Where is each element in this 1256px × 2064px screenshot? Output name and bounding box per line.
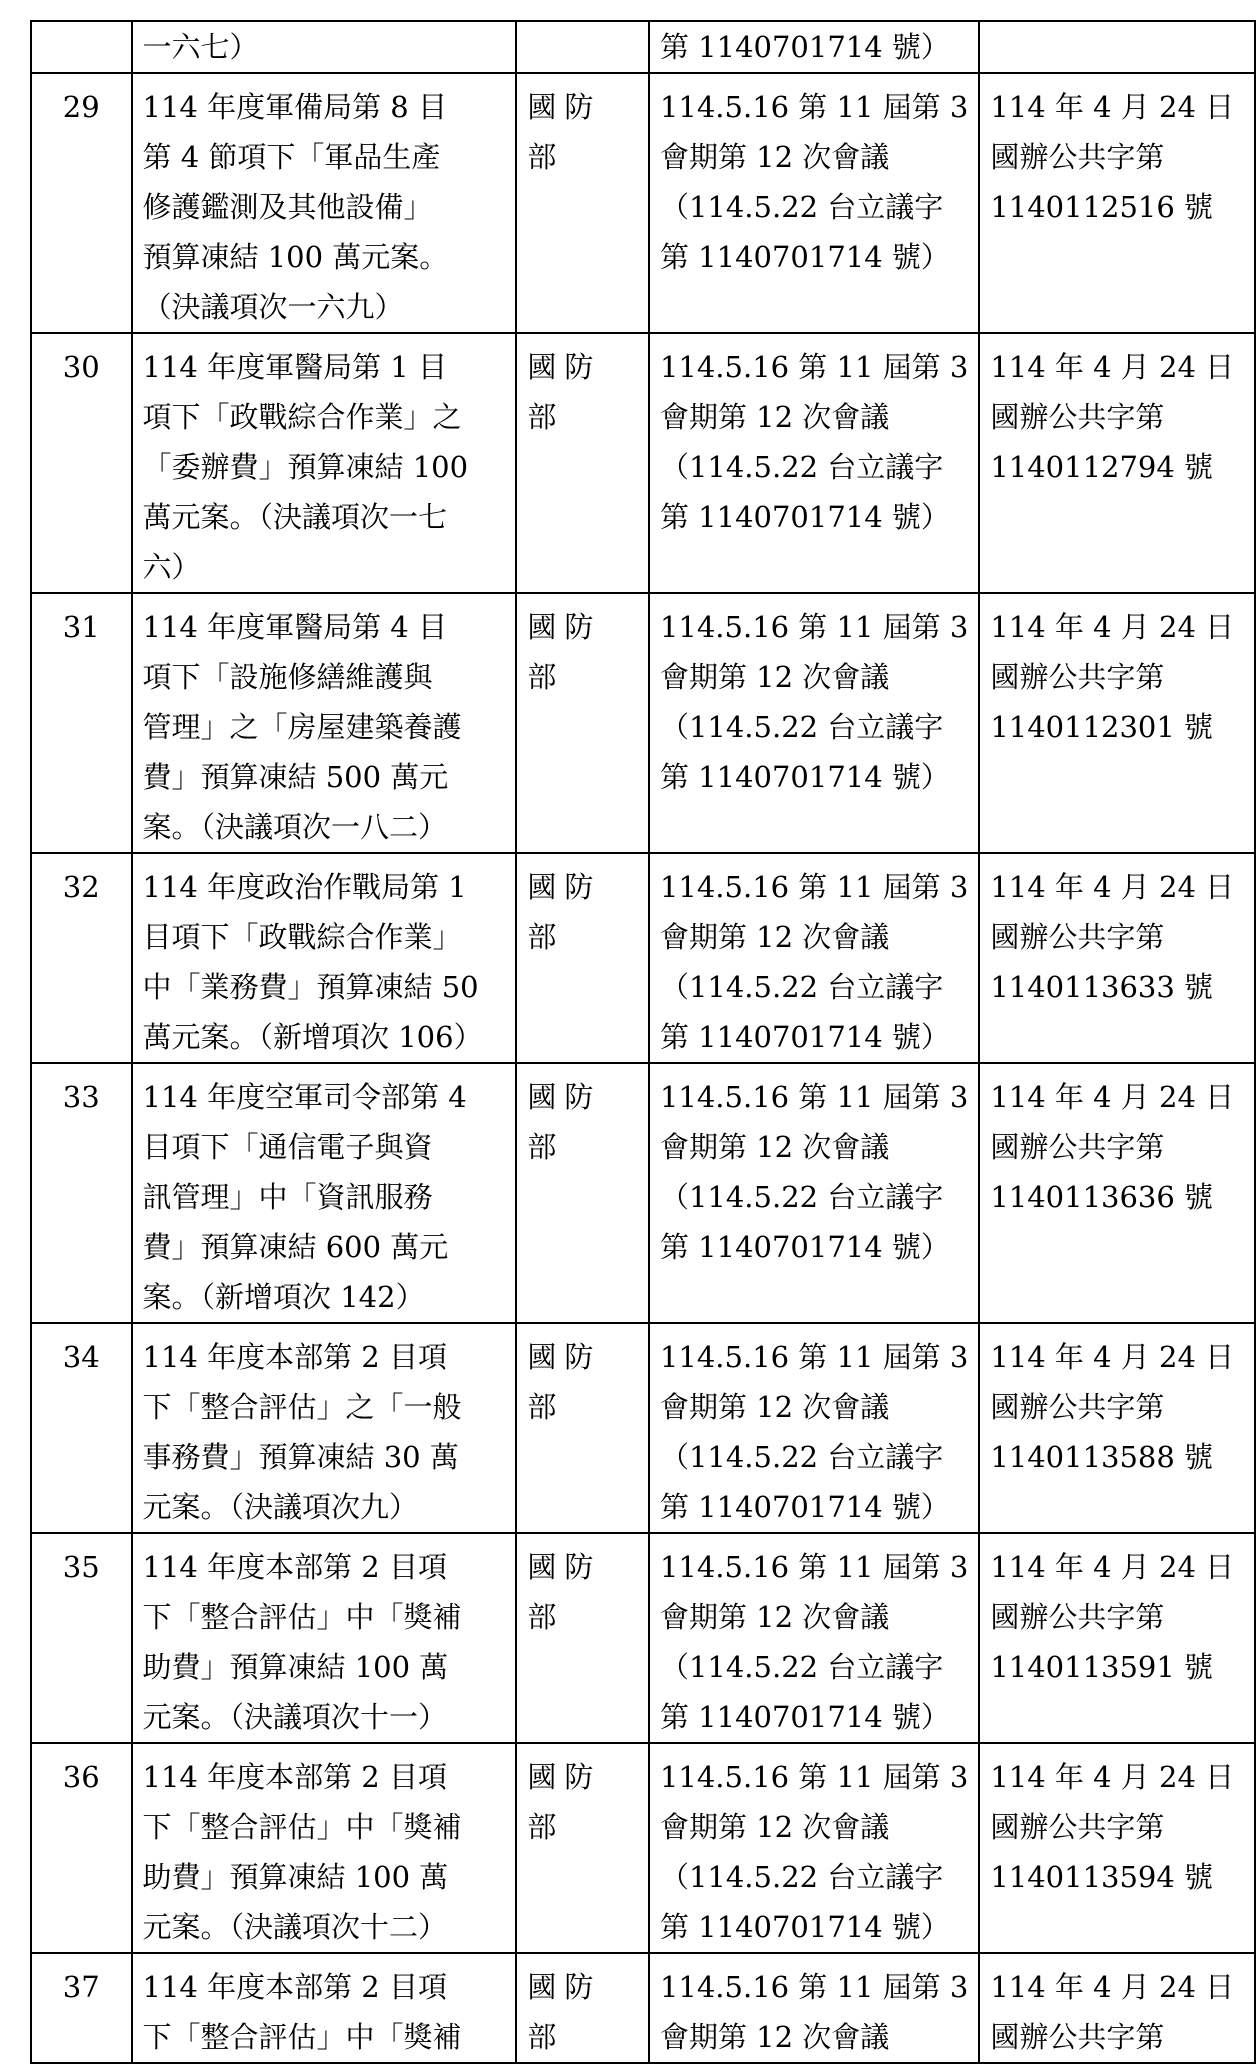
doc-line: 1140113588 號 <box>990 1440 1214 1474</box>
desc-line: 第 4 節項下「軍品生產 <box>142 140 441 174</box>
doc-line: 國辦公共字第 <box>990 1390 1165 1424</box>
meeting-line: 會期第 12 次會議 <box>659 1390 890 1424</box>
table-row <box>31 73 1255 333</box>
meeting-line: 114.5.16 第 11 屆第 3 <box>659 1760 969 1794</box>
meeting-line: 第 1140701714 號） <box>659 760 950 794</box>
doc-line: 國辦公共字第 <box>990 660 1165 694</box>
doc-line: 114 年 4 月 24 日 <box>990 1550 1235 1584</box>
doc-line: 國辦公共字第 <box>990 140 1165 174</box>
desc-line: 114 年度軍醫局第 1 目 <box>142 350 447 384</box>
meeting-line: （114.5.22 台立議字 <box>659 970 944 1004</box>
meeting-line: 第 1140701714 號） <box>659 1700 950 1734</box>
table-row <box>31 1953 1255 2063</box>
cell-doc <box>979 1323 1255 1533</box>
cell-doc <box>979 1533 1255 1743</box>
desc-line: 114 年度軍備局第 8 目 <box>142 90 447 124</box>
org-name: 國防部 <box>527 1760 602 1844</box>
meeting-line: 會期第 12 次會議 <box>659 1810 890 1844</box>
cell-meeting <box>649 1533 979 1743</box>
cell-desc <box>132 593 517 853</box>
desc-line: 修護鑑測及其他設備」 <box>142 190 433 224</box>
doc-line: 1140112516 號 <box>990 190 1214 224</box>
meeting-line: 會期第 12 次會議 <box>659 2020 890 2054</box>
desc-line: 114 年度本部第 2 目項 <box>142 1970 447 2004</box>
doc-line: 國辦公共字第 <box>990 1600 1165 1634</box>
cell-org <box>516 1743 649 1953</box>
meeting-line: 第 1140701714 號） <box>659 1910 950 1944</box>
doc-line: 114 年 4 月 24 日 <box>990 350 1235 384</box>
cell-doc <box>979 73 1255 333</box>
meeting-line: 會期第 12 次會議 <box>659 920 890 954</box>
desc-line: 助費」預算凍結 100 萬 <box>142 1650 449 1684</box>
cell-desc <box>132 73 517 333</box>
cell-org <box>516 21 649 73</box>
meeting-line: 114.5.16 第 11 屆第 3 <box>659 610 969 644</box>
meeting-line: 114.5.16 第 11 屆第 3 <box>659 1970 969 2004</box>
meeting-line: （114.5.22 台立議字 <box>659 1440 944 1474</box>
row-number: 33 <box>62 1080 100 1114</box>
meeting-line: （114.5.22 台立議字 <box>659 1860 944 1894</box>
cell-no <box>31 21 132 73</box>
doc-line: 國辦公共字第 <box>990 2020 1165 2054</box>
row-number: 36 <box>62 1760 100 1794</box>
meeting-line: 會期第 12 次會議 <box>659 400 890 434</box>
desc-line: 六） <box>142 550 201 584</box>
desc-line: 中「業務費」預算凍結 50 <box>142 970 479 1004</box>
doc-line: 114 年 4 月 24 日 <box>990 1340 1235 1374</box>
cell-meeting <box>649 853 979 1063</box>
desc-line: 目項下「政戰綜合作業」 <box>142 920 462 954</box>
doc-line: 1140112794 號 <box>990 450 1214 484</box>
desc-line: 萬元案。（新增項次 106） <box>142 1020 483 1054</box>
doc-line: 國辦公共字第 <box>990 1130 1165 1164</box>
cell-org <box>516 1533 649 1743</box>
org-name: 國防部 <box>527 1080 602 1164</box>
desc-line: 一六七） <box>142 30 259 64</box>
table-row-continued <box>31 21 1255 73</box>
cell-doc <box>979 1063 1255 1323</box>
desc-line: 項下「設施修繕維護與 <box>142 660 433 694</box>
row-number: 29 <box>62 90 100 124</box>
cell-doc <box>979 1743 1255 1953</box>
cell-no <box>31 1063 132 1323</box>
doc-line: 國辦公共字第 <box>990 1810 1165 1844</box>
doc-line: 1140113633 號 <box>990 970 1214 1004</box>
desc-line: 助費」預算凍結 100 萬 <box>142 1860 449 1894</box>
cell-no <box>31 853 132 1063</box>
cell-no <box>31 593 132 853</box>
desc-line: 費」預算凍結 500 萬元 <box>142 760 449 794</box>
desc-line: 114 年度政治作戰局第 1 <box>142 870 467 904</box>
cell-no <box>31 1953 132 2063</box>
meeting-line: 第 1140701714 號） <box>659 30 950 64</box>
desc-line: 114 年度本部第 2 目項 <box>142 1760 447 1794</box>
desc-line: 下「整合評估」中「獎補 <box>142 1600 462 1634</box>
meeting-line: 第 1140701714 號） <box>659 500 950 534</box>
desc-line: 目項下「通信電子與資 <box>142 1130 433 1164</box>
doc-line: 1140113594 號 <box>990 1860 1214 1894</box>
doc-line: 114 年 4 月 24 日 <box>990 1080 1235 1114</box>
doc-line: 114 年 4 月 24 日 <box>990 610 1235 644</box>
row-number: 34 <box>62 1340 100 1374</box>
desc-line: 預算凍結 100 萬元案。 <box>142 240 449 274</box>
table-row <box>31 333 1255 593</box>
meeting-line: （114.5.22 台立議字 <box>659 190 944 224</box>
doc-line: 1140113636 號 <box>990 1180 1214 1214</box>
doc-line: 國辦公共字第 <box>990 400 1165 434</box>
cell-no <box>31 1533 132 1743</box>
cell-desc <box>132 1323 517 1533</box>
desc-line: 下「整合評估」中「獎補 <box>142 1810 462 1844</box>
cell-meeting <box>649 1323 979 1533</box>
meeting-line: 會期第 12 次會議 <box>659 1600 890 1634</box>
cell-meeting <box>649 333 979 593</box>
cell-org <box>516 333 649 593</box>
meeting-line: 114.5.16 第 11 屆第 3 <box>659 90 969 124</box>
meeting-line: 114.5.16 第 11 屆第 3 <box>659 870 969 904</box>
table-body <box>31 21 1255 2063</box>
desc-line: 管理」之「房屋建築養護 <box>142 710 462 744</box>
desc-line: 案。（決議項次一八二） <box>142 810 448 844</box>
cell-desc <box>132 333 517 593</box>
org-name: 國防部 <box>527 1340 602 1424</box>
desc-line: 下「整合評估」中「獎補 <box>142 2020 462 2054</box>
desc-line: 「委辦費」預算凍結 100 <box>142 450 469 484</box>
doc-line: 114 年 4 月 24 日 <box>990 90 1235 124</box>
table-row <box>31 593 1255 853</box>
org-name: 國防部 <box>527 350 602 434</box>
org-name: 國防部 <box>527 1970 602 2054</box>
table-row <box>31 853 1255 1063</box>
org-name: 國防部 <box>527 1550 602 1634</box>
cell-doc <box>979 21 1255 73</box>
row-number: 37 <box>62 1970 100 2004</box>
cell-desc <box>132 1953 517 2063</box>
meeting-line: 第 1140701714 號） <box>659 1020 950 1054</box>
doc-line: 國辦公共字第 <box>990 920 1165 954</box>
desc-line: 事務費」預算凍結 30 萬 <box>142 1440 459 1474</box>
desc-line: 114 年度本部第 2 目項 <box>142 1340 447 1374</box>
meeting-line: （114.5.22 台立議字 <box>659 450 944 484</box>
meeting-line: 114.5.16 第 11 屆第 3 <box>659 1550 969 1584</box>
cell-meeting <box>649 1953 979 2063</box>
cell-no <box>31 73 132 333</box>
meeting-line: 第 1140701714 號） <box>659 240 950 274</box>
meeting-line: 114.5.16 第 11 屆第 3 <box>659 1340 969 1374</box>
table-row <box>31 1743 1255 1953</box>
row-number: 32 <box>62 870 100 904</box>
desc-line: 訊管理」中「資訊服務 <box>142 1180 433 1214</box>
desc-line: 下「整合評估」之「一般 <box>142 1390 462 1424</box>
org-name: 國防部 <box>527 610 602 694</box>
desc-line: （決議項次一六九） <box>142 290 404 324</box>
row-number: 30 <box>62 350 100 384</box>
desc-line: 項下「政戰綜合作業」之 <box>142 400 462 434</box>
desc-line: 114 年度本部第 2 目項 <box>142 1550 447 1584</box>
cell-no <box>31 1323 132 1533</box>
table-row <box>31 1533 1255 1743</box>
cell-desc <box>132 21 517 73</box>
cell-org <box>516 1323 649 1533</box>
doc-line: 114 年 4 月 24 日 <box>990 870 1235 904</box>
cell-doc <box>979 333 1255 593</box>
cell-org <box>516 593 649 853</box>
table-row <box>31 1323 1255 1533</box>
cell-meeting <box>649 73 979 333</box>
desc-line: 元案。（決議項次九） <box>142 1490 419 1524</box>
cell-meeting <box>649 1743 979 1953</box>
desc-line: 案。（新增項次 142） <box>142 1280 425 1314</box>
meeting-line: （114.5.22 台立議字 <box>659 710 944 744</box>
table-row <box>31 1063 1255 1323</box>
doc-line: 1140112301 號 <box>990 710 1214 744</box>
cell-no <box>31 1743 132 1953</box>
org-name: 國防部 <box>527 90 602 174</box>
cell-desc <box>132 1533 517 1743</box>
meeting-line: 114.5.16 第 11 屆第 3 <box>659 350 969 384</box>
meeting-line: （114.5.22 台立議字 <box>659 1180 944 1214</box>
cell-org <box>516 853 649 1063</box>
cell-org <box>516 1063 649 1323</box>
meeting-line: 第 1140701714 號） <box>659 1490 950 1524</box>
row-number: 35 <box>62 1550 100 1584</box>
doc-line: 1140113591 號 <box>990 1650 1214 1684</box>
meeting-line: 114.5.16 第 11 屆第 3 <box>659 1080 969 1114</box>
row-number: 31 <box>62 610 100 644</box>
desc-line: 元案。（決議項次十一） <box>142 1700 448 1734</box>
doc-line: 114 年 4 月 24 日 <box>990 1760 1235 1794</box>
cell-doc <box>979 853 1255 1063</box>
cell-org <box>516 1953 649 2063</box>
desc-line: 費」預算凍結 600 萬元 <box>142 1230 449 1264</box>
cell-desc <box>132 853 517 1063</box>
cell-meeting <box>649 1063 979 1323</box>
cell-meeting <box>649 21 979 73</box>
meeting-line: 會期第 12 次會議 <box>659 140 890 174</box>
desc-line: 114 年度空軍司令部第 4 <box>142 1080 467 1114</box>
cell-doc <box>979 1953 1255 2063</box>
cell-doc <box>979 593 1255 853</box>
cell-org <box>516 73 649 333</box>
cell-desc <box>132 1743 517 1953</box>
meeting-line: 第 1140701714 號） <box>659 1230 950 1264</box>
cell-meeting <box>649 593 979 853</box>
desc-line: 114 年度軍醫局第 4 目 <box>142 610 447 644</box>
meeting-line: 會期第 12 次會議 <box>659 660 890 694</box>
desc-line: 元案。（決議項次十二） <box>142 1910 448 1944</box>
cell-no <box>31 333 132 593</box>
meeting-line: 會期第 12 次會議 <box>659 1130 890 1164</box>
cell-desc <box>132 1063 517 1323</box>
frozen-budget-table <box>30 20 1256 2064</box>
org-name: 國防部 <box>527 870 602 954</box>
doc-line: 114 年 4 月 24 日 <box>990 1970 1235 2004</box>
desc-line: 萬元案。（決議項次一七 <box>142 500 448 534</box>
meeting-line: （114.5.22 台立議字 <box>659 1650 944 1684</box>
